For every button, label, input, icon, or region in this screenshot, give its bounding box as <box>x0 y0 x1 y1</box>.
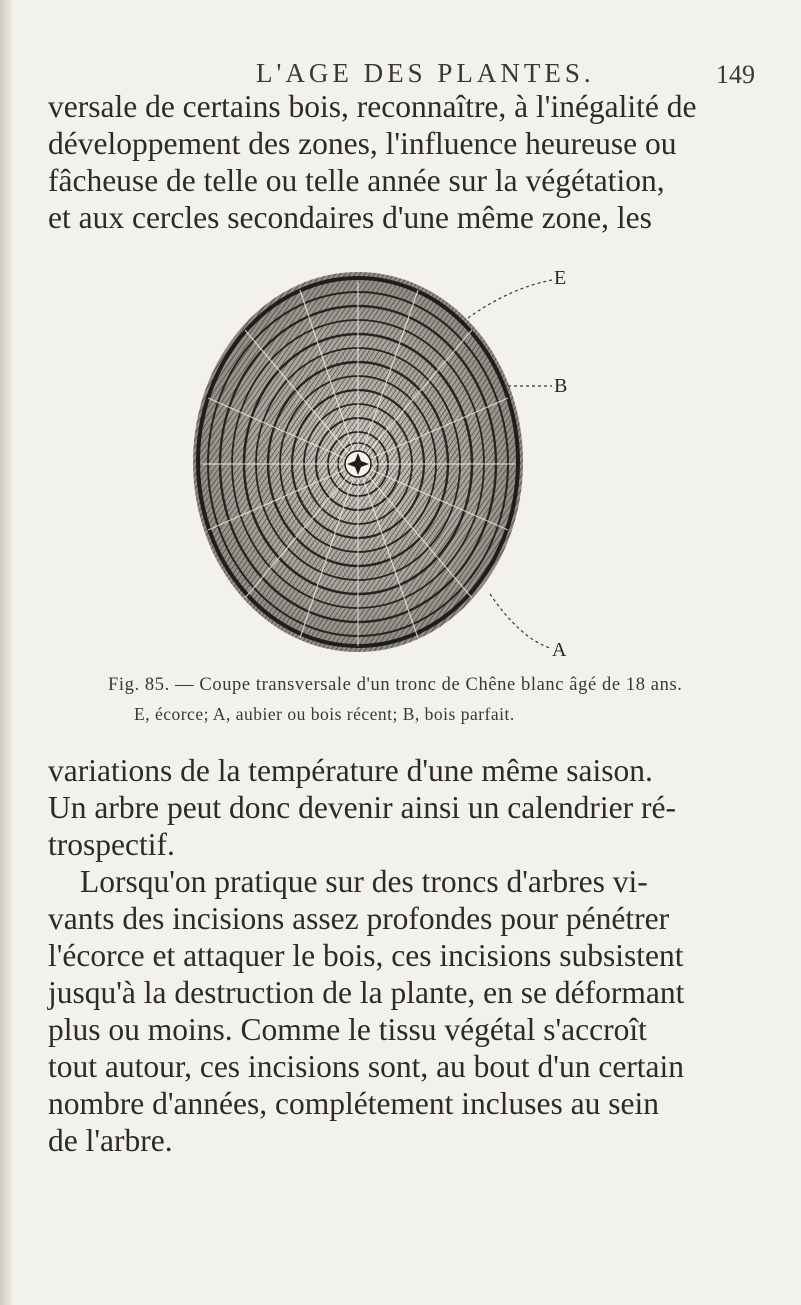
text-line: versale de certains bois, reconnaître, à l'inégalité de <box>48 89 697 124</box>
running-title: L'AGE DES PLANTES. <box>256 58 595 88</box>
page-binding-edge <box>0 0 14 1305</box>
text-line: de l'arbre. <box>48 1123 173 1158</box>
text-line: et aux cercles secondaires d'une même zone, les <box>48 200 652 235</box>
tree-cross-section-figure <box>190 258 670 670</box>
text-line: trospectif. <box>48 827 175 862</box>
label-b: B <box>554 375 568 397</box>
text-line: Lorsqu'on pratique sur des troncs d'arbres vi- <box>80 864 648 899</box>
paragraph-3 <box>48 863 768 1159</box>
text-line: l'écorce et attaquer le bois, ces incisions subsistent <box>48 938 684 973</box>
paragraph-2 <box>48 752 768 863</box>
text-line: jusqu'à la destruction de la plante, en se déformant <box>48 975 685 1010</box>
tree-cross-section-illustration <box>190 258 670 670</box>
label-a: A <box>552 639 567 661</box>
text-line: variations de la température d'une même saison. <box>48 753 653 788</box>
figure-legend: E, écorce; A, aubier ou bois récent; B, bois parfait. <box>134 704 515 724</box>
text-line: Un arbre peut donc devenir ainsi un calendrier ré- <box>48 790 676 825</box>
label-e: E <box>554 267 567 289</box>
trunk-disk <box>193 272 523 652</box>
pith-star <box>345 451 371 477</box>
text-line: tout autour, ces incisions sont, au bout d'un certain <box>48 1049 685 1084</box>
text-line: vants des incisions assez profondes pour pénétrer <box>48 901 670 936</box>
text-line: fâcheuse de telle ou telle année sur la végétation, <box>48 163 665 198</box>
text-line: plus ou moins. Comme le tissu végétal s'accroît <box>48 1012 647 1047</box>
text-line: nombre d'années, complétement incluses au sein <box>48 1086 659 1121</box>
text-line: développement des zones, l'influence heureuse ou <box>48 126 677 161</box>
figure-caption: Fig. 85. — Coupe transversale d'un tronc de Chêne blanc âgé de 18 ans. <box>108 675 683 695</box>
paragraph-1 <box>48 88 768 236</box>
page-number: 149 <box>716 60 755 89</box>
